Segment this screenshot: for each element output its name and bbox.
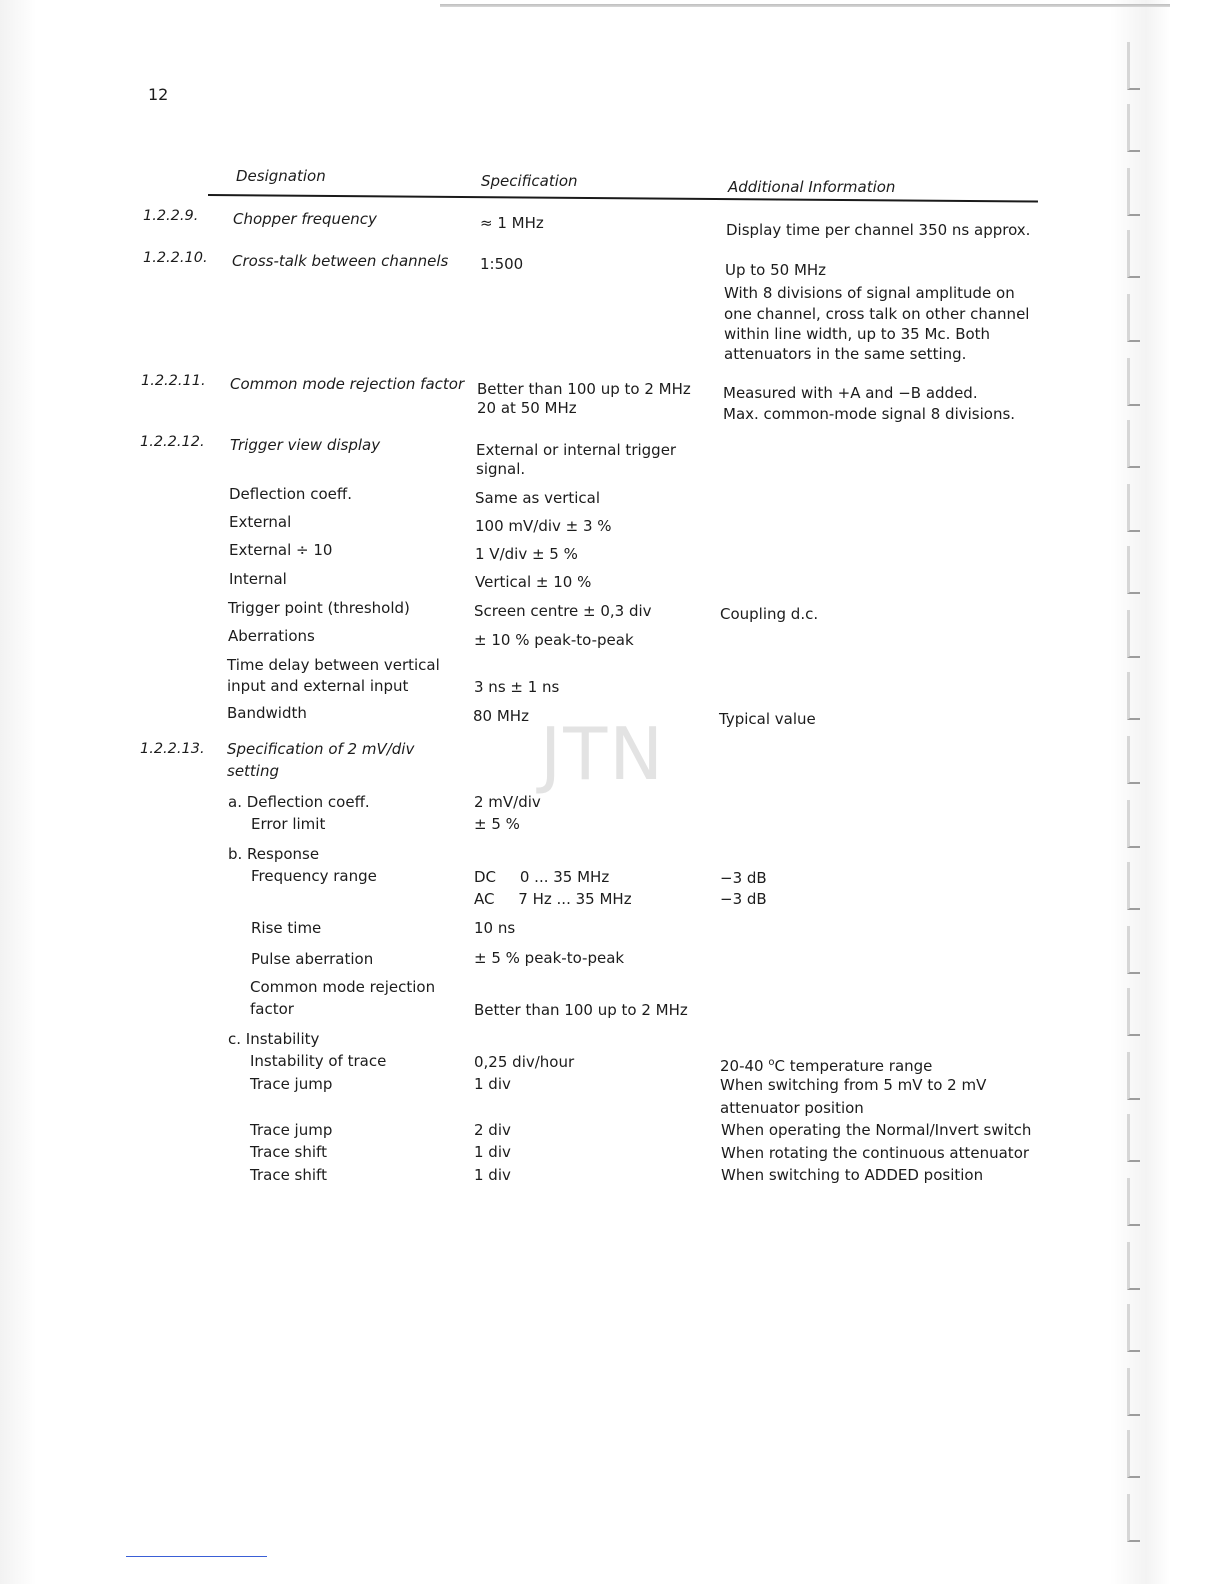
instability-item-label: Trace jump	[250, 1075, 333, 1093]
instability-item-info: 20-40 $^o$C temperature range	[720, 1057, 933, 1075]
trigger-bandwidth-spec: 80 MHz	[473, 707, 529, 725]
pulse-aberration-spec: ± 5 % peak-to-peak	[474, 949, 625, 967]
margin-tick	[1127, 862, 1140, 910]
info-cross-talk-line: Up to 50 MHz	[725, 261, 827, 279]
margin-tick	[1127, 1304, 1140, 1352]
header-additional-information: Additional Information	[728, 178, 896, 196]
margin-tick	[1127, 104, 1140, 152]
margin-tick	[1127, 484, 1140, 532]
designation-trigger-view-display: Trigger view display	[230, 436, 381, 454]
section-number: 1.2.2.10.	[143, 250, 208, 266]
margin-tick	[1127, 358, 1140, 406]
section-number: 1.2.2.13.	[140, 741, 205, 757]
instability-item-label: Instability of trace	[250, 1052, 387, 1070]
instability-item-spec: 1 div	[474, 1166, 511, 1184]
instability-item-spec: 1 div	[474, 1143, 511, 1161]
trigger-item-label: Aberrations	[228, 627, 315, 645]
trigger-item-label: External ÷ 10	[229, 541, 333, 559]
instability-label: c. Instability	[228, 1030, 320, 1048]
scan-right-shadow	[1110, 0, 1170, 1584]
spec-cross-talk: 1:500	[480, 255, 524, 273]
margin-tick	[1127, 1242, 1140, 1290]
trigger-item-spec: Same as vertical	[475, 489, 601, 507]
instability-item-info: When operating the Normal/Invert switch	[721, 1121, 1032, 1139]
trigger-bandwidth-info: Typical value	[719, 710, 816, 728]
rise-time-label: Rise time	[251, 919, 322, 937]
instability-item-spec: 1 div	[474, 1075, 511, 1093]
cmrr-2mv-label-line: Common mode rejection	[250, 978, 436, 996]
margin-tick	[1127, 926, 1140, 974]
info-common-mode-rejection-line: Measured with +A and −B added.	[723, 384, 978, 402]
deflection-coeff-label: a. Deflection coeff.	[228, 793, 370, 811]
spec-chopper-frequency: ≈ 1 MHz	[480, 214, 544, 232]
info-common-mode-rejection-line: Max. common-mode signal 8 divisions.	[723, 405, 1016, 423]
section-number: 1.2.2.11.	[141, 373, 206, 389]
spec-trigger-view-line: signal.	[476, 460, 526, 478]
margin-tick	[1127, 1052, 1140, 1100]
designation-2mv-line: setting	[227, 762, 280, 780]
designation-common-mode-rejection: Common mode rejection factor	[230, 375, 465, 393]
designation-cross-talk: Cross-talk between channels	[232, 252, 449, 270]
designation-chopper-frequency: Chopper frequency	[233, 210, 377, 228]
margin-tick	[1127, 736, 1140, 784]
header-specification: Specification	[481, 172, 578, 190]
scan-top-rule	[440, 4, 1170, 7]
trigger-bandwidth-label: Bandwidth	[227, 704, 307, 722]
scan-left-shadow	[0, 0, 52, 1584]
trigger-delay-spec: 3 ns ± 1 ns	[474, 678, 560, 696]
cmrr-2mv-label-line: factor	[250, 1000, 294, 1018]
deflection-coeff-spec: 2 mV/div	[474, 793, 541, 811]
margin-tick	[1127, 168, 1140, 216]
instability-item-info: When switching to ADDED position	[721, 1166, 984, 1184]
instability-item-info: When rotating the continuous attenuator	[721, 1144, 1030, 1162]
spec-common-mode-rejection-line: 20 at 50 MHz	[477, 399, 577, 417]
instability-item-label: Trace jump	[250, 1121, 333, 1139]
instability-item-label: Trace shift	[250, 1143, 327, 1161]
info-cross-talk-line: attenuators in the same setting.	[724, 345, 967, 363]
rise-time-spec: 10 ns	[474, 919, 516, 937]
header-designation: Designation	[236, 167, 326, 185]
instability-item-spec: 2 div	[474, 1121, 511, 1139]
trigger-item-spec: 1 V/div ± 5 %	[475, 545, 578, 563]
info-cross-talk-line: within line width, up to 35 Mc. Both	[724, 325, 991, 343]
margin-tick	[1127, 42, 1140, 90]
trigger-item-label: Deflection coeff.	[229, 485, 352, 503]
margin-tick	[1127, 546, 1140, 594]
trigger-delay-label-line: input and external input	[227, 677, 409, 695]
info-cross-talk-line: one channel, cross talk on other channel	[724, 305, 1030, 323]
pulse-aberration-label: Pulse aberration	[251, 950, 374, 968]
error-limit-spec: ± 5 %	[474, 815, 520, 833]
margin-tick	[1127, 1368, 1140, 1416]
section-number: 1.2.2.12.	[140, 434, 205, 450]
margin-tick	[1127, 672, 1140, 720]
frequency-range-ac-info: −3 dB	[720, 890, 767, 908]
watermark: JTN	[540, 712, 666, 796]
page-number: 12	[148, 85, 169, 104]
margin-tick	[1127, 294, 1140, 342]
margin-tick	[1127, 610, 1140, 658]
instability-item-label: Trace shift	[250, 1166, 327, 1184]
margin-tick	[1127, 1494, 1140, 1542]
header-rule	[208, 194, 1038, 203]
margin-tick	[1127, 1430, 1140, 1478]
frequency-range-dc: DC 0 ... 35 MHz	[474, 868, 610, 886]
trigger-delay-label-line: Time delay between vertical	[227, 656, 440, 674]
instability-item-info-line: attenuator position	[720, 1099, 864, 1117]
trigger-item-spec: Screen centre ± 0,3 div	[474, 602, 652, 620]
info-cross-talk-line: With 8 divisions of signal amplitude on	[724, 284, 1015, 302]
frequency-range-label: Frequency range	[251, 867, 377, 885]
margin-tick	[1127, 230, 1140, 278]
response-label: b. Response	[228, 845, 320, 863]
spec-common-mode-rejection-line: Better than 100 up to 2 MHz	[477, 380, 691, 398]
margin-tick	[1127, 800, 1140, 848]
margin-tick	[1127, 1114, 1140, 1162]
designation-2mv-line: Specification of 2 mV/div	[227, 740, 415, 758]
trigger-item-spec: ± 10 % peak-to-peak	[474, 631, 634, 649]
instability-item-info-line: When switching from 5 mV to 2 mV	[720, 1076, 987, 1094]
trigger-item-label: Internal	[229, 570, 287, 588]
cmrr-2mv-spec: Better than 100 up to 2 MHz	[474, 1001, 688, 1019]
footnote-separator	[126, 1556, 267, 1557]
error-limit-label: Error limit	[251, 815, 326, 833]
spec-trigger-view-line: External or internal trigger	[476, 441, 677, 459]
margin-tick	[1127, 420, 1140, 468]
trigger-item-spec: 100 mV/div ± 3 %	[475, 517, 612, 535]
trigger-item-info: Coupling d.c.	[720, 605, 819, 623]
frequency-range-ac: AC 7 Hz ... 35 MHz	[474, 890, 632, 908]
instability-item-spec: 0,25 div/hour	[474, 1053, 575, 1071]
trigger-item-label: External	[229, 513, 292, 531]
trigger-item-label: Trigger point (threshold)	[228, 599, 410, 617]
info-chopper-frequency: Display time per channel 350 ns approx.	[726, 221, 1031, 239]
margin-tick	[1127, 1178, 1140, 1226]
section-number: 1.2.2.9.	[143, 208, 199, 224]
frequency-range-dc-info: −3 dB	[720, 869, 767, 887]
margin-tick	[1127, 988, 1140, 1036]
trigger-item-spec: Vertical ± 10 %	[475, 573, 592, 591]
